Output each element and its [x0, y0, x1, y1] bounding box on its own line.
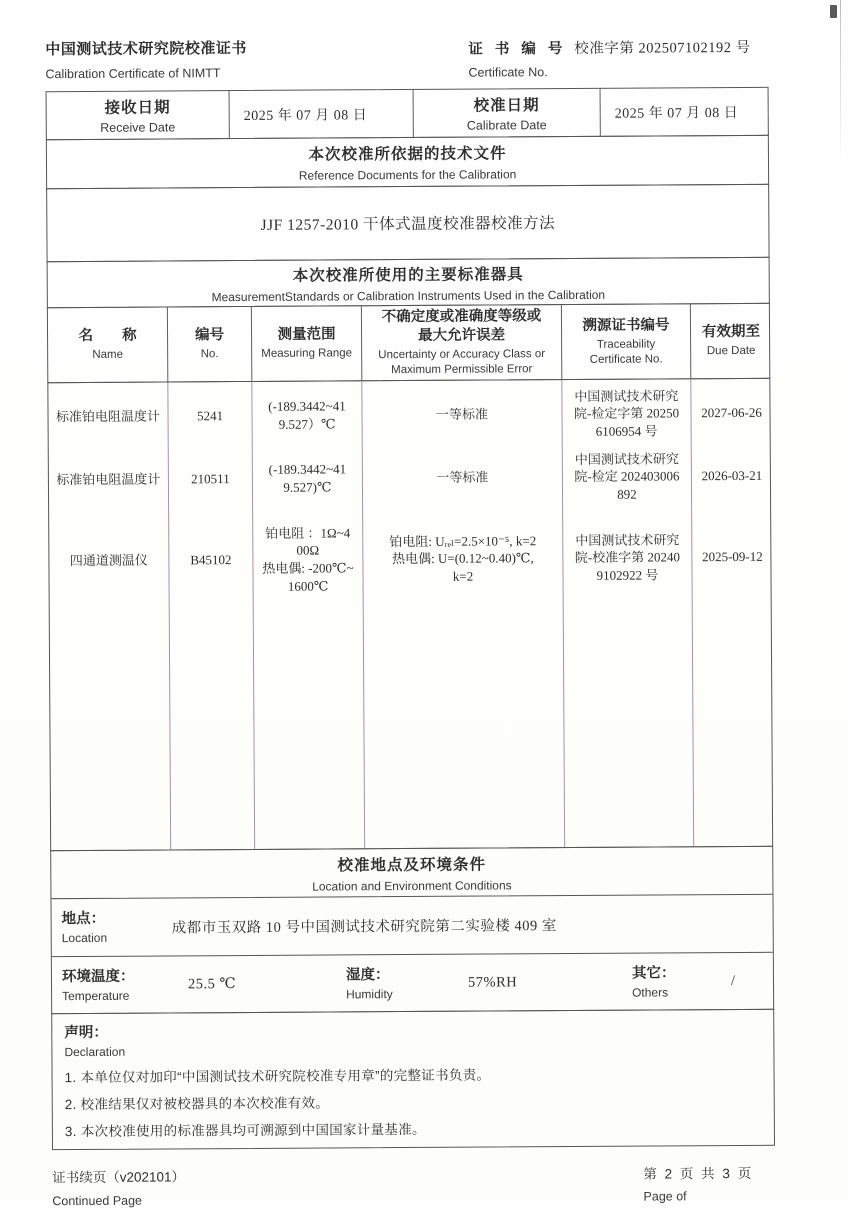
standard-row3-range: 铂电阻 ：1Ω~4 00Ω 热电偶: -200℃~ 1600℃ [252, 507, 363, 612]
standards-table-body [47, 378, 773, 851]
certificate-number-block [468, 34, 768, 80]
standard-row3-due-date: 2025-09-12 [691, 505, 773, 609]
calibrate-date-label [413, 89, 600, 137]
declaration-box [51, 1009, 775, 1150]
continued-page-zh: 证书续页（v202101） [52, 1169, 186, 1186]
continued-page-block [52, 1165, 185, 1208]
calibrate-date-label-zh: 校准日期 [473, 97, 540, 115]
institute-title-en: Calibration Certificate of NIMTT [45, 66, 221, 82]
standard-row3-no: B45102 [168, 508, 253, 613]
column-header-due-date: 有效期至 Due Date [690, 304, 771, 378]
environment-section-title-zh: 校准地点及环境条件 [337, 856, 487, 874]
environment-conditions-row [52, 952, 773, 1013]
institute-title-zh: 中国测试技术研究院校准证书 [45, 39, 247, 59]
others-value: / [730, 972, 736, 989]
certificate-header [45, 34, 768, 92]
standard-row1-name: 标准铂电阻温度计 [55, 408, 161, 424]
declaration-item-2: 2. 校准结果仅对被校器具的本次校准有效。 [64, 1095, 330, 1113]
certificate-sheet [45, 0, 775, 1208]
others-label-en: Others [632, 985, 669, 1000]
standard-row2-name: 标准铂电阻温度计 [56, 471, 161, 487]
environment-section-header [50, 846, 773, 899]
location-row [51, 895, 772, 956]
reference-section-title-zh: 本次校准所依据的技术文件 [308, 145, 507, 164]
standard-row2-traceability: 中国测试技术研究 院-检定 202403006 892 [562, 447, 691, 506]
declaration-item-3: 3. 本次校准使用的标准器具均可溯源到中国国家计量基准。 [64, 1121, 426, 1140]
temperature-label-zh: 环境温度： [61, 968, 135, 986]
location-label [51, 898, 171, 956]
scan-artifact-edge [840, 0, 841, 160]
declaration-label-zh: 声明： [64, 1024, 108, 1042]
temperature-label [52, 956, 174, 1013]
certificate-number-label-zh: 证 书 编 号 [468, 41, 567, 58]
temperature-value: 25.5 ℃ [187, 975, 237, 992]
empty-cell [253, 611, 364, 849]
others-label-zh: 其它： [631, 965, 676, 982]
page-footer [52, 1162, 775, 1208]
empty-cell [169, 612, 254, 850]
location-label-en: Location [61, 930, 108, 946]
standards-section-title-en: MeasurementStandards or Calibration Instruments Used in the Calibration [211, 287, 606, 304]
standards-section-header [47, 257, 770, 308]
environment-box [50, 895, 774, 1014]
receive-date-label [47, 91, 229, 139]
standard-row1-traceability: 中国测试技术研究 院-检定字第 20250 6106954 号 [561, 379, 690, 448]
standard-row1-uncertainty: 一等标准 [361, 380, 561, 449]
humidity-value: 57%RH [467, 973, 518, 991]
declaration-item-1: 1. 本单位仅对加印“中国测试技术研究院校准专用章”的完整证书负责。 [64, 1067, 491, 1086]
reference-section-header [46, 135, 769, 189]
declaration-label-en: Declaration [64, 1044, 126, 1060]
humidity-label-zh: 湿度： [345, 967, 390, 984]
standard-row1-no: 5241 [167, 382, 251, 451]
reference-section-title-en: Reference Documents for the Calibration [298, 167, 517, 183]
receive-date-value: 2025 年 07 月 08 日 [229, 90, 413, 138]
environment-section-title-en: Location and Environment Conditions [312, 877, 512, 894]
standard-row1-due-date: 2027-06-26 [690, 379, 771, 447]
standard-row2-due-date: 2026-03-21 [691, 447, 772, 505]
column-header-traceability: 溯源证书编号 Traceability Certificate No. [561, 304, 690, 379]
humidity-label-en: Humidity [346, 987, 393, 1002]
page-number-block [643, 1162, 753, 1205]
calibrate-date-label-en: Calibrate Date [466, 118, 547, 133]
certificate-number-line [468, 36, 768, 59]
temperature-label-en: Temperature [62, 988, 130, 1004]
scan-artifact-speck [830, 5, 837, 18]
standard-row2-no: 210511 [168, 450, 252, 509]
certificate-number-value: 校准字第 202507102192 号 [574, 39, 751, 57]
continued-page-en: Continued Page [52, 1193, 143, 1208]
empty-cell [563, 609, 693, 847]
standard-row3-name: 四通道测温仪 [69, 552, 148, 568]
page-number-zh: 第 2 页 共 3 页 [643, 1165, 754, 1182]
institute-title-block [45, 37, 247, 81]
location-value: 成都市玉双路 10 号中国测试技术研究院第二实验楼 409 室 [171, 918, 557, 937]
calibrate-date-value: 2025 年 07 月 08 日 [600, 88, 770, 136]
empty-cell [50, 612, 170, 850]
standard-row2-range: (-189.3442~41 9.527)℃ [252, 449, 362, 508]
receive-date-label-zh: 接收日期 [104, 99, 171, 117]
standard-row2-uncertainty: 一等标准 [362, 448, 562, 507]
receive-date-label-en: Receive Date [100, 120, 176, 135]
column-header-uncertainty: 不确定度或准确度等级或 最大允许误差 Uncertainty or Accuracy Class or Maximum Permissible Error [361, 305, 561, 380]
empty-cell [692, 609, 774, 846]
location-label-zh: 地点： [61, 910, 106, 928]
standards-section-title-zh: 本次校准所使用的主要标准器具 [292, 265, 524, 285]
column-header-name: 名 称 Name [78, 327, 137, 362]
date-table [46, 87, 769, 140]
others-label [622, 953, 717, 1010]
column-header-no: 编号 No. [167, 307, 251, 382]
standard-row3-traceability: 中国测试技术研究 院-校准字第 20240 9102922 号 [562, 505, 692, 610]
standards-column-header-row [47, 303, 770, 383]
humidity-label [336, 955, 454, 1012]
standard-row1-range: (-189.3442~41 9.527）℃ [251, 381, 361, 450]
standard-row3-uncertainty: 铂电阻: Uᵣₑₗ=2.5×10⁻⁵, k=2 热电偶: U=(0.12~0.40)℃, k=2 [362, 506, 563, 611]
page-number-en: Page of [643, 1189, 687, 1204]
certificate-number-label-en: Certificate No. [468, 65, 548, 80]
empty-cell [363, 610, 564, 848]
column-header-measuring-range: 测量范围 Measuring Range [251, 306, 361, 381]
reference-document: JJF 1257-2010 干体式温度校准器校准方法 [46, 184, 769, 262]
